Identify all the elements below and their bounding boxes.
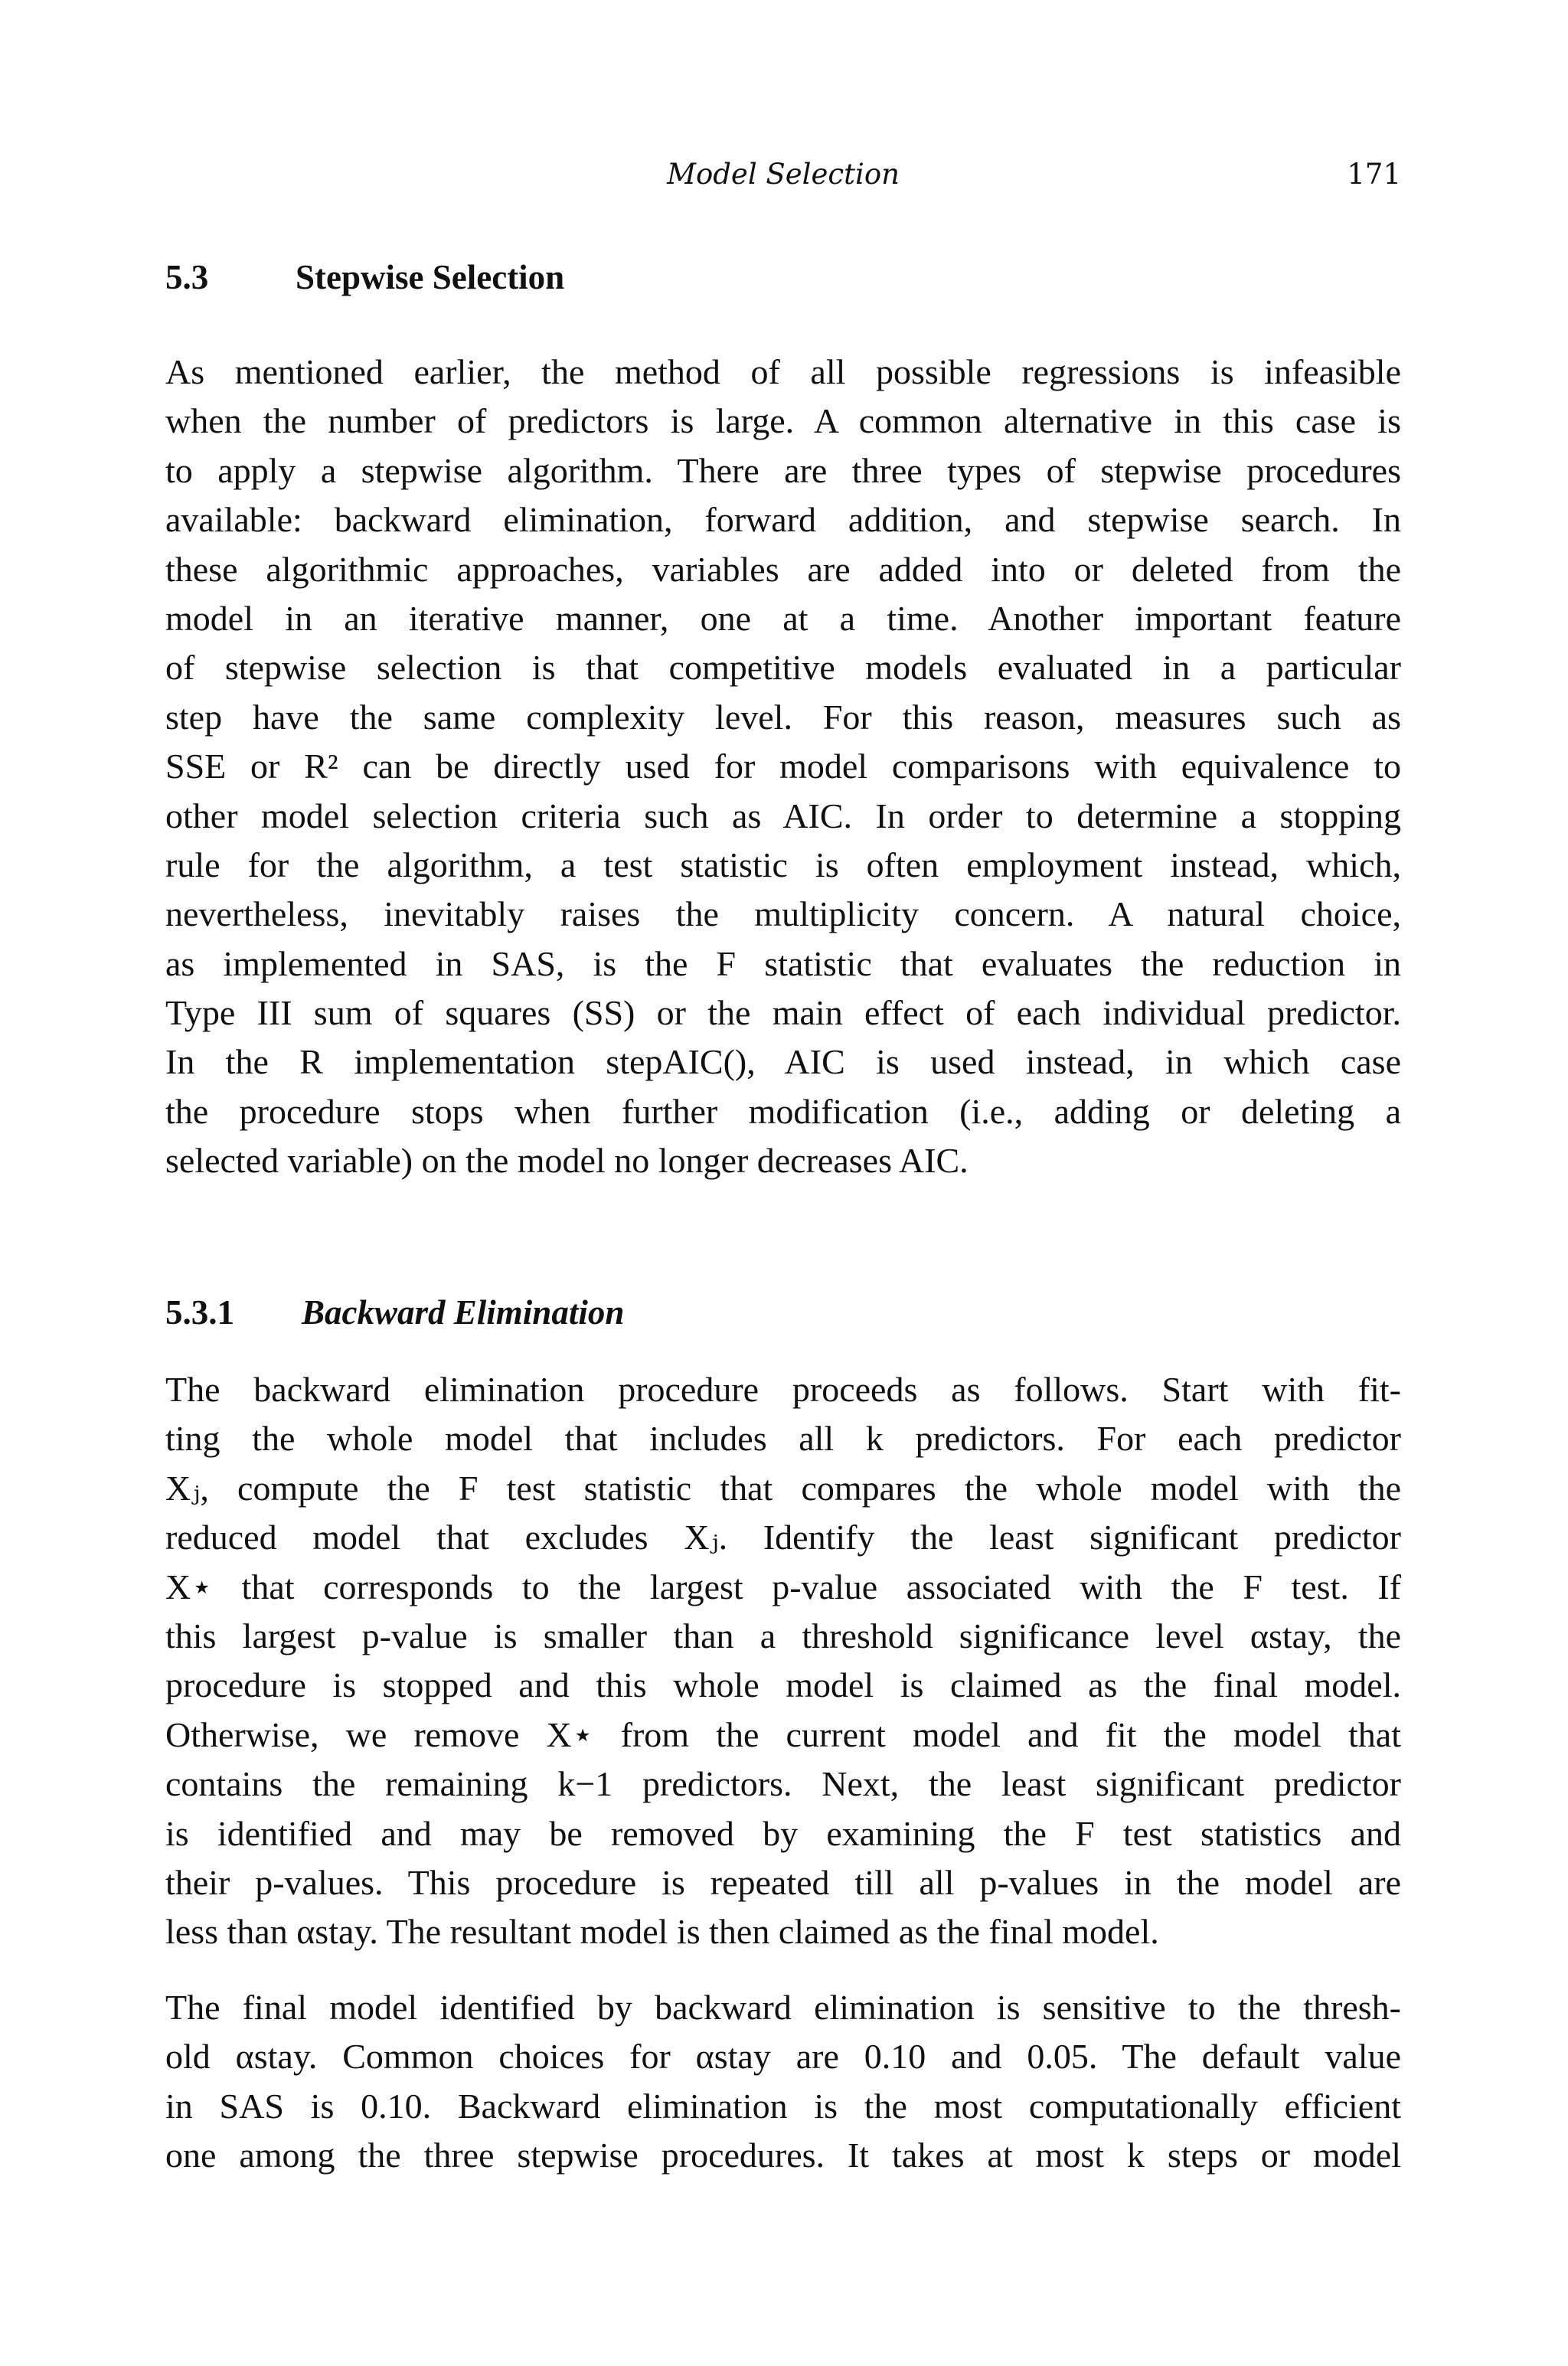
text-line: old αstay. Common choices for αstay are 0.10 and 0.05. The default value: [165, 2037, 1401, 2077]
text-line: when the number of predictors is large. A common alternative in this case is: [165, 401, 1401, 441]
subsection-heading: [165, 1292, 624, 1332]
running-header: [165, 158, 1401, 196]
text-line: of stepwise selection is that competitive models evaluated in a particular: [165, 648, 1401, 688]
text-line: selected variable) on the model no longer decreases AIC.: [165, 1141, 969, 1181]
text-line: The backward elimination procedure proceeds as follows. Start with fit-: [165, 1370, 1401, 1409]
text-line: rule for the algorithm, a test statistic is often employment instead, which,: [165, 845, 1401, 884]
text-line: In the R implementation stepAIC(), AIC is used instead, in which case: [165, 1042, 1401, 1082]
text-line: to apply a stepwise algorithm. There are three types of stepwise procedures: [165, 450, 1401, 490]
text-line: available: backward elimination, forward addition, and stepwise search. In: [165, 500, 1401, 540]
text-line: As mentioned earlier, the method of all possible regressions is infeasible: [165, 352, 1401, 391]
subsection-number: 5.3.1: [165, 1293, 234, 1332]
text-line: Type III sum of squares (SS) or the main effect of each individual predictor.: [165, 993, 1401, 1033]
text-line: X⋆ that corresponds to the largest p-value associated with the F test. If: [165, 1567, 1401, 1606]
text-line: ting the whole model that includes all k predictors. For each predictor: [165, 1419, 1401, 1459]
text-line: less than αstay. The resultant model is then claimed as the final model.: [165, 1912, 1159, 1952]
paragraph-threshold-discussion: [165, 1983, 1401, 2181]
text-line: one among the three stepwise procedures. It takes at most k steps or model: [165, 2136, 1401, 2175]
text-line: in SAS is 0.10. Backward elimination is the most computationally efficient: [165, 2086, 1401, 2126]
paragraph-backward-procedure: [165, 1365, 1401, 1957]
page-number: 171: [1347, 158, 1401, 191]
text-line: Otherwise, we remove X⋆ from the current model and fit the model that: [165, 1714, 1401, 1754]
text-line: other model selection criteria such as AIC. In order to determine a stopping: [165, 796, 1401, 835]
text-line: these algorithmic approaches, variables are added into or deleted from the: [165, 549, 1401, 589]
text-line: the procedure stops when further modification (i.e., adding or deleting a: [165, 1091, 1401, 1131]
subsection-title: Backward Elimination: [302, 1293, 625, 1332]
section-title: Stepwise Selection: [296, 258, 565, 296]
text-line: contains the remaining k−1 predictors. Next, the least significant predictor: [165, 1764, 1401, 1804]
text-line: this largest p-value is smaller than a threshold significance level αstay, the: [165, 1616, 1401, 1655]
section-number: 5.3: [165, 258, 209, 296]
running-title: Model Selection: [667, 158, 900, 191]
text-line: SSE or R² can be directly used for model comparisons with equivalence to: [165, 747, 1401, 786]
text-line: model in an iterative manner, one at a time. Another important feature: [165, 598, 1401, 638]
text-line: nevertheless, inevitably raises the multiplicity concern. A natural choice,: [165, 894, 1401, 934]
text-line: The final model identified by backward elimination is sensitive to the thresh-: [165, 1988, 1401, 2027]
text-line: is identified and may be removed by examining the F test statistics and: [165, 1813, 1401, 1853]
text-line: step have the same complexity level. For this reason, measures such as: [165, 697, 1401, 737]
text-line: as implemented in SAS, is the F statistic that evaluates the reduction in: [165, 943, 1401, 983]
text-line: reduced model that excludes Xⱼ. Identify the least significant predictor: [165, 1518, 1401, 1557]
section-heading: [165, 257, 564, 297]
text-line: Xⱼ, compute the F test statistic that compares the whole model with the: [165, 1468, 1401, 1508]
text-line: procedure is stopped and this whole model is claimed as the final model.: [165, 1665, 1401, 1705]
paragraph-stepwise-intro: [165, 348, 1401, 1186]
text-line: their p-values. This procedure is repeated till all p-values in the model are: [165, 1862, 1401, 1902]
